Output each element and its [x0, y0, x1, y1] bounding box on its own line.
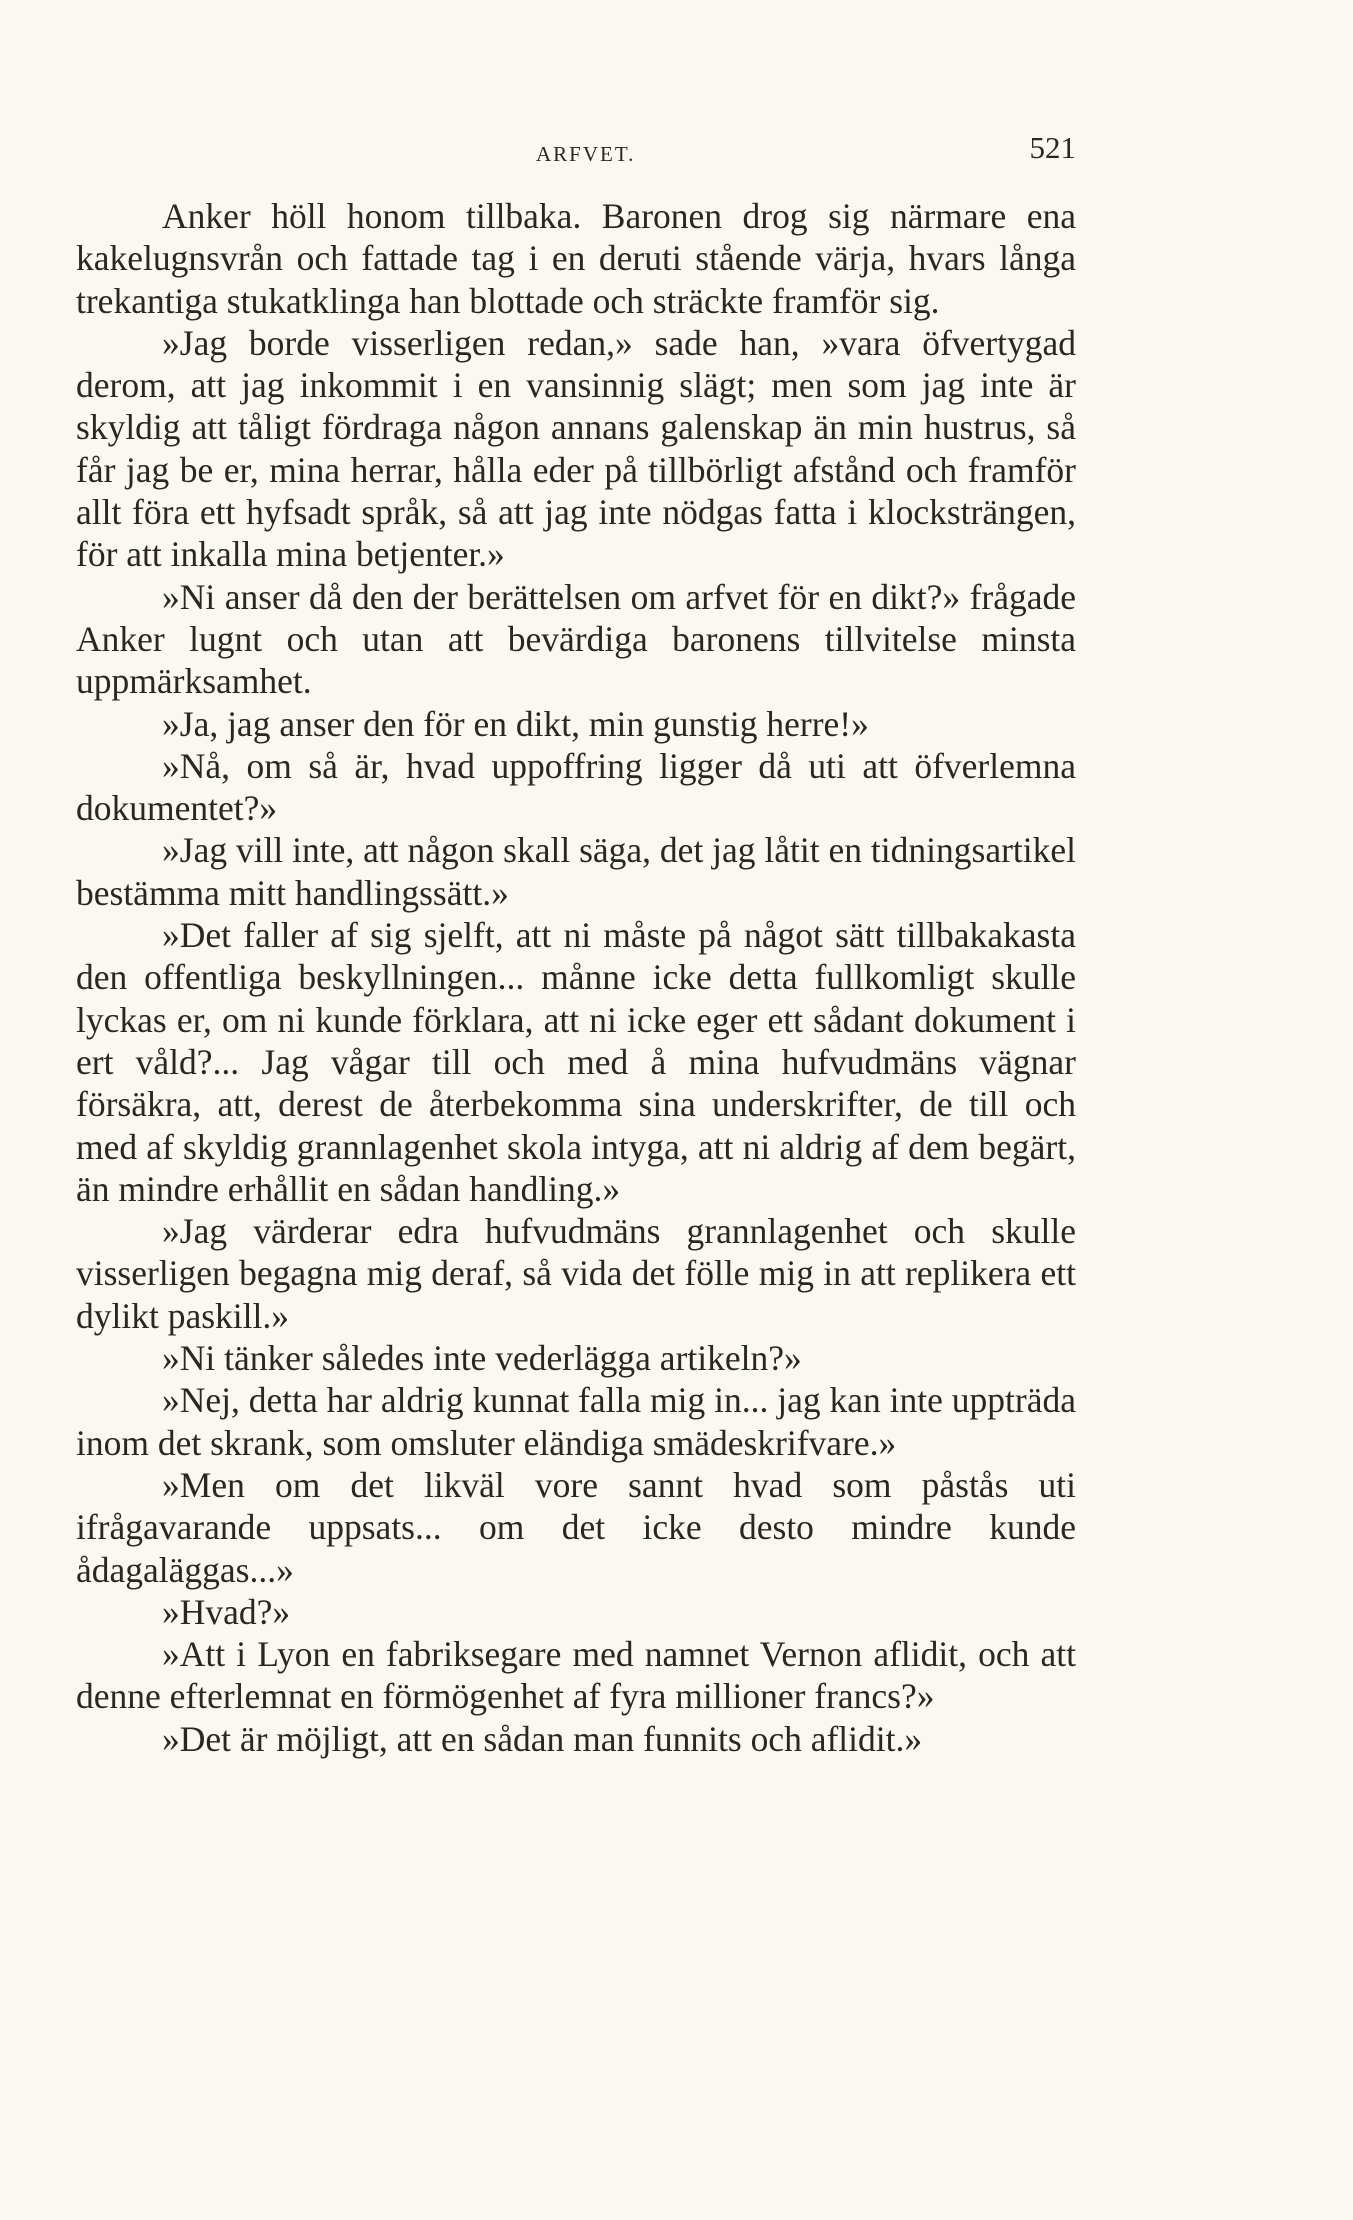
body-text: [76, 195, 1076, 1760]
paragraph: »Ja, jag anser den för en dikt, min gunstig herre!»: [162, 703, 869, 744]
paragraph: »Nå, om så är, hvad uppoffring ligger då uti att öfverlemna dokumentet?»: [76, 745, 1076, 829]
paragraph: »Att i Lyon en fabriksegare med namnet Vernon aflidit, och att denne efterlemnat en förmögenhet af fyra millioner francs?»: [76, 1634, 1076, 1717]
paragraph: Anker höll honom tillbaka. Baronen drog sig närmare ena kakelugnsvrån och fattade tag i en deruti stående värja, hvars långa trekantiga stukatklinga han blottade och sträckte framför sig.: [76, 196, 1076, 321]
paragraph: »Men om det likväl vore sannt hvad som påstås uti ifrågavarande uppsats... om det icke desto mindre kunde ådagaläggas...»: [76, 1464, 1076, 1590]
page-header: [76, 120, 1076, 180]
paragraph: »Ni tänker således inte vederlägga artikeln?»: [162, 1338, 802, 1379]
paragraph: »Jag vill inte, att någon skall säga, det jag låtit en tidningsartikel bestämma mitt handlingssätt.»: [76, 830, 1076, 913]
page-number: 521: [1029, 130, 1076, 165]
paragraph: »Jag värderar edra hufvudmäns grannlagenhet och skulle visserligen begagna mig deraf, så vida det fölle mig in att replikera ett dylikt paskill.»: [76, 1211, 1076, 1336]
paragraph: »Det är möjligt, att en sådan man funnits och aflidit.»: [162, 1718, 923, 1759]
paragraph: »Nej, detta har aldrig kunnat falla mig in... jag kan inte uppträda inom det skrank, som omsluter eländiga smädeskrifvare.»: [76, 1380, 1076, 1463]
paragraph: »Hvad?»: [162, 1591, 291, 1632]
paragraph: »Ni anser då den der berättelsen om arfvet för en dikt?» frågade Anker lugnt och utan att bevärdiga baronens tillvitelse minsta uppmärksamhet.: [76, 576, 1076, 702]
paragraph: »Det faller af sig sjelft, att ni måste på något sätt tillbakakasta den offentliga beskyllningen... månne icke detta fullkomligt skulle lyckas er, om ni kunde förklara, att ni icke eger ett sådant dokument i ert våld?... Jag vågar till och med å mina hufvudmäns vägnar försäkra, att, derest de återbekomma sina underskrifter, de till och med af skyldig grannlagenhet skola intyga, att ni aldrig af dem begärt, än mindre erhållit en sådan handling.»: [76, 915, 1076, 1209]
paragraph: »Jag borde visserligen redan,» sade han, »vara öfvertygad derom, att jag inkommit i en vansinnig slägt; men som jag inte är skyldig att tåligt fördraga någon annans galenskap än min hustrus, så får jag be er, mina herrar, hålla eder på tillbörligt afstånd och framför allt föra ett hyfsadt språk, så att jag inte nödgas fatta i klocksträngen, för att inkalla mina betjenter.»: [76, 322, 1076, 575]
running-head: ARFVET.: [536, 142, 636, 166]
